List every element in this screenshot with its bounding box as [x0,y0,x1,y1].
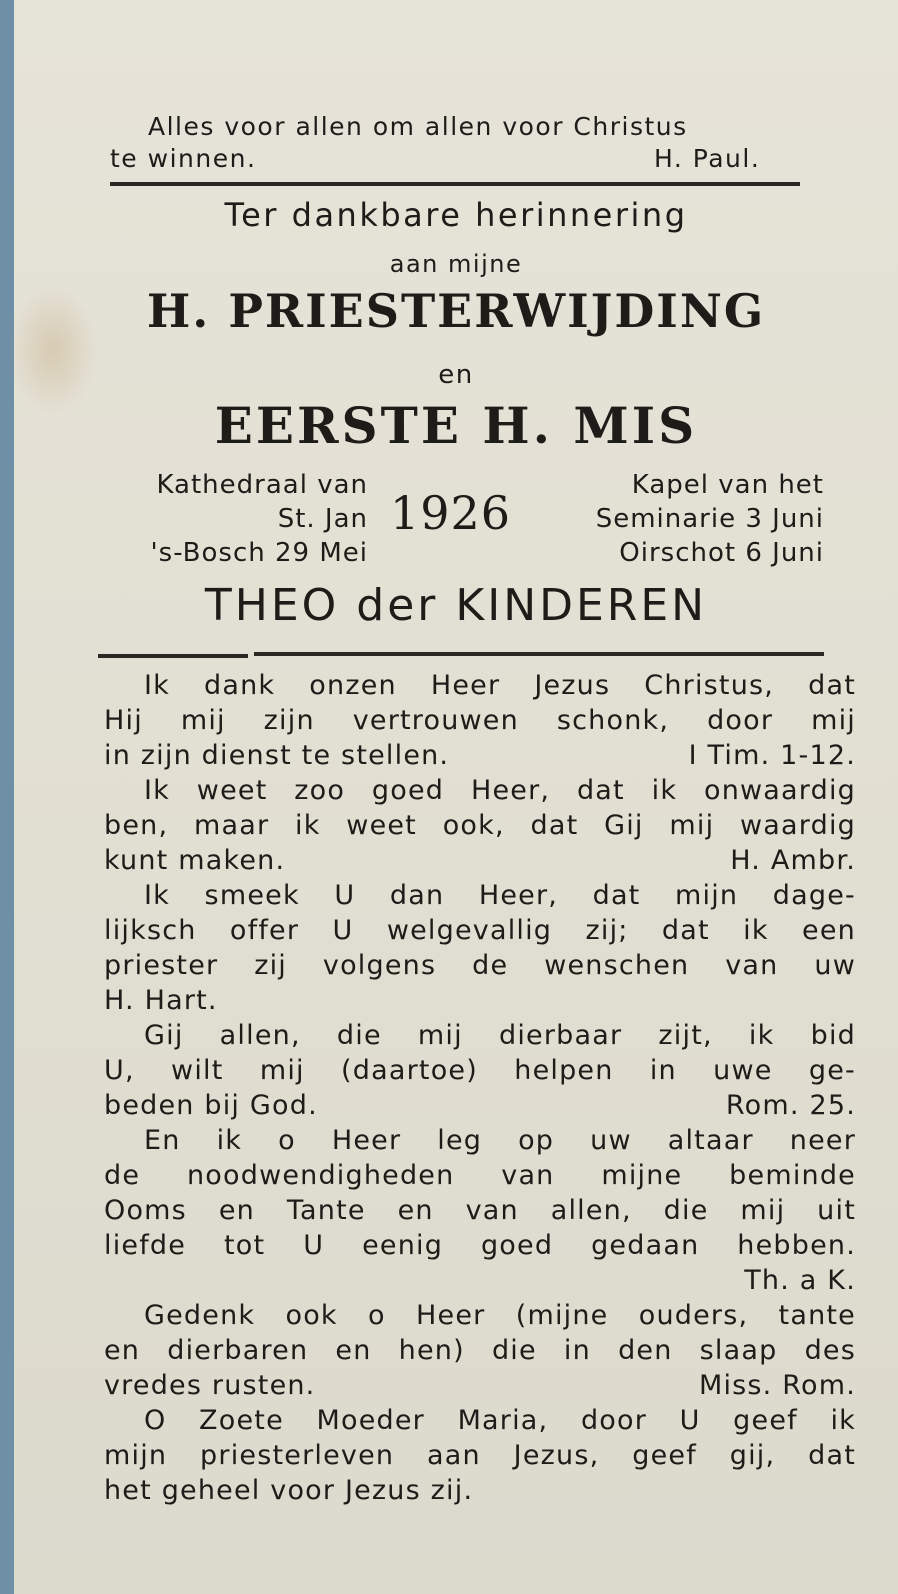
body-line: Ik dank onzen Heer Jezus Christus, dat [144,670,856,701]
scripture-reference: H. Ambr. [730,845,856,876]
place-left [110,468,368,570]
body-line: U, wilt mij (daartoe) helpen in uwe ge- [104,1055,856,1086]
body-line: H. Hart. [104,985,218,1016]
body-line: Hij mij zijn vertrouwen schonk, door mij [104,705,856,736]
body-text [104,668,856,1508]
body-line-text: kunt maken. [104,845,286,876]
body-line: O Zoete Moeder Maria, door U geef ik [144,1405,856,1436]
scripture-reference: Rom. 25. [725,1090,856,1121]
divider-name-left [98,654,248,658]
body-line: en dierbaren en hen) die in den slaap des [104,1335,856,1366]
memorial-card [14,0,898,1594]
body-line: mijn priesterleven aan Jezus, geef gij, dat [104,1440,856,1471]
motto-attribution: H. Paul. [654,144,761,173]
body-line [104,843,856,878]
priest-name: THEO der KINDEREN [204,580,708,631]
scripture-reference: Miss. Rom. [698,1370,856,1401]
body-line: liefde tot U eenig goed gedaan hebben. [104,1230,856,1261]
motto-line-2-left: te winnen. [110,144,257,173]
body-line [104,1088,856,1123]
body-line-text: beden bij God. [104,1090,318,1121]
body-line: Gedenk ook o Heer (mijne ouders, tante [144,1300,856,1331]
body-line [104,738,856,773]
body-line: Gij allen, die mij dierbaar zijt, ik bid [144,1020,856,1051]
body-line-text: vredes rusten. [104,1370,316,1401]
place-right-line: Kapel van het [631,470,824,500]
place-right [534,468,824,570]
place-right-line: Seminarie 3 Juni [595,504,824,534]
body-line [104,1368,856,1403]
title-eerste-mis: EERSTE H. MIS [214,396,698,455]
body-line: priester zij volgens de wenschen van uw [104,950,856,981]
place-right-line: Oirschot 6 Juni [619,538,824,568]
body-line: het geheel voor Jezus zij. [104,1475,474,1506]
divider-top [110,182,800,186]
body-line: lijksch offer U welgevallig zij; dat ik een [104,915,856,946]
body-line: Ooms en Tante en van allen, die mij uit [104,1195,856,1226]
heading-conjunction: en [438,360,474,390]
body-line: Th. a K. [744,1265,856,1296]
heading-line-1: Ter dankbare herinnering [224,196,688,234]
place-left-line: Kathedraal van [156,470,368,500]
divider-name-right [254,652,824,656]
body-line: En ik o Heer leg op uw altaar neer [144,1125,856,1156]
motto-line-1: Alles voor allen om allen voor Christus [148,112,688,141]
body-line: Ik smeek U dan Heer, dat mijn dage- [144,880,856,911]
body-line: ben, maar ik weet ook, dat Gij mij waardig [104,810,856,841]
body-line: de noodwendigheden van mijne beminde [104,1160,856,1191]
title-priesterwijding: H. PRIESTERWIJDING [146,284,766,338]
heading-line-2: aan mijne [389,250,523,278]
body-line-text: in zijn dienst te stellen. [104,740,450,771]
place-left-line: St. Jan [277,504,368,534]
year: 1926 [390,486,512,540]
body-line: Ik weet zoo goed Heer, dat ik onwaardig [144,775,856,806]
place-left-line: 's-Bosch 29 Mei [150,538,368,568]
scripture-reference: I Tim. 1-12. [688,740,856,771]
